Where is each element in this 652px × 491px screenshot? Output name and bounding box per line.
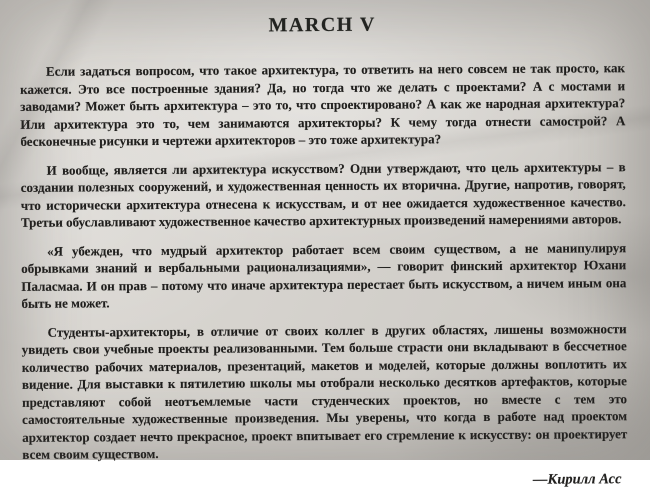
paragraph-students: Студенты-архитекторы, в отличие от своих коллег в других областях, лишены возможности увидеть свои учебные проекты реализованными. Тем больше страсти они вкладывают в бессчетное количество рабочих материалов, презентаций, макетов и моделей, которые должны воплотить их видение. Для выставки к пятилетию школы мы отобрали несколько десятков артефактов, которые представляют собой неотъемлемые части студенческих проектов, но вместе с тем это самостоятельные художественные произведения. Мы уверены, что когда в работе над проектом архитектор создает нечто прекрасное, проект впитывает его стремление к искусству: он проектирует всем своим существом. xyxy=(21,320,628,462)
page-title: MARCH V xyxy=(268,13,376,37)
paragraph-intro: Если задаться вопросом, что такое архитектура, то ответить на него совсем не так просто, как кажется. Это все построенные здания? Да, но тогда что же делать с проектами? А с мостами и заводами? Может быть архитектура – это то, что спроектировано? А как же народная архитектура? Или архитектура это то, чем занимаются архитекторы? К чему тогда отнести самострой? А бесконечные рисунки и чертежи архитекторов – это тоже архитектура? xyxy=(20,60,626,149)
paragraph-architecture-as-art: И вообще, является ли архитектура искусством? Одни утверждают, что цель архитектуры – в создании полезных сооружений, и художественная ценность их вторична. Другие, напротив, говорят, что исторически архитектура отнесена к искусствам, и от нее ожидается художественное качество. Третьи обуславливают художественное качество архитектурных произведений намерениями авторов. xyxy=(20,158,626,230)
paragraph-pallasmaa-quote: «Я убежден, что мудрый архитектор работает всем своим существом, а не манипулируя обрывками знаний и вербальными рационализациями», — говорит финский архитектор Юхани Паласмаа. И он прав – потому что иначе архитектура перестает быть искусством, а ничем иным она быть не может. xyxy=(21,239,627,311)
signature: —Кирилл Асс xyxy=(532,470,622,488)
